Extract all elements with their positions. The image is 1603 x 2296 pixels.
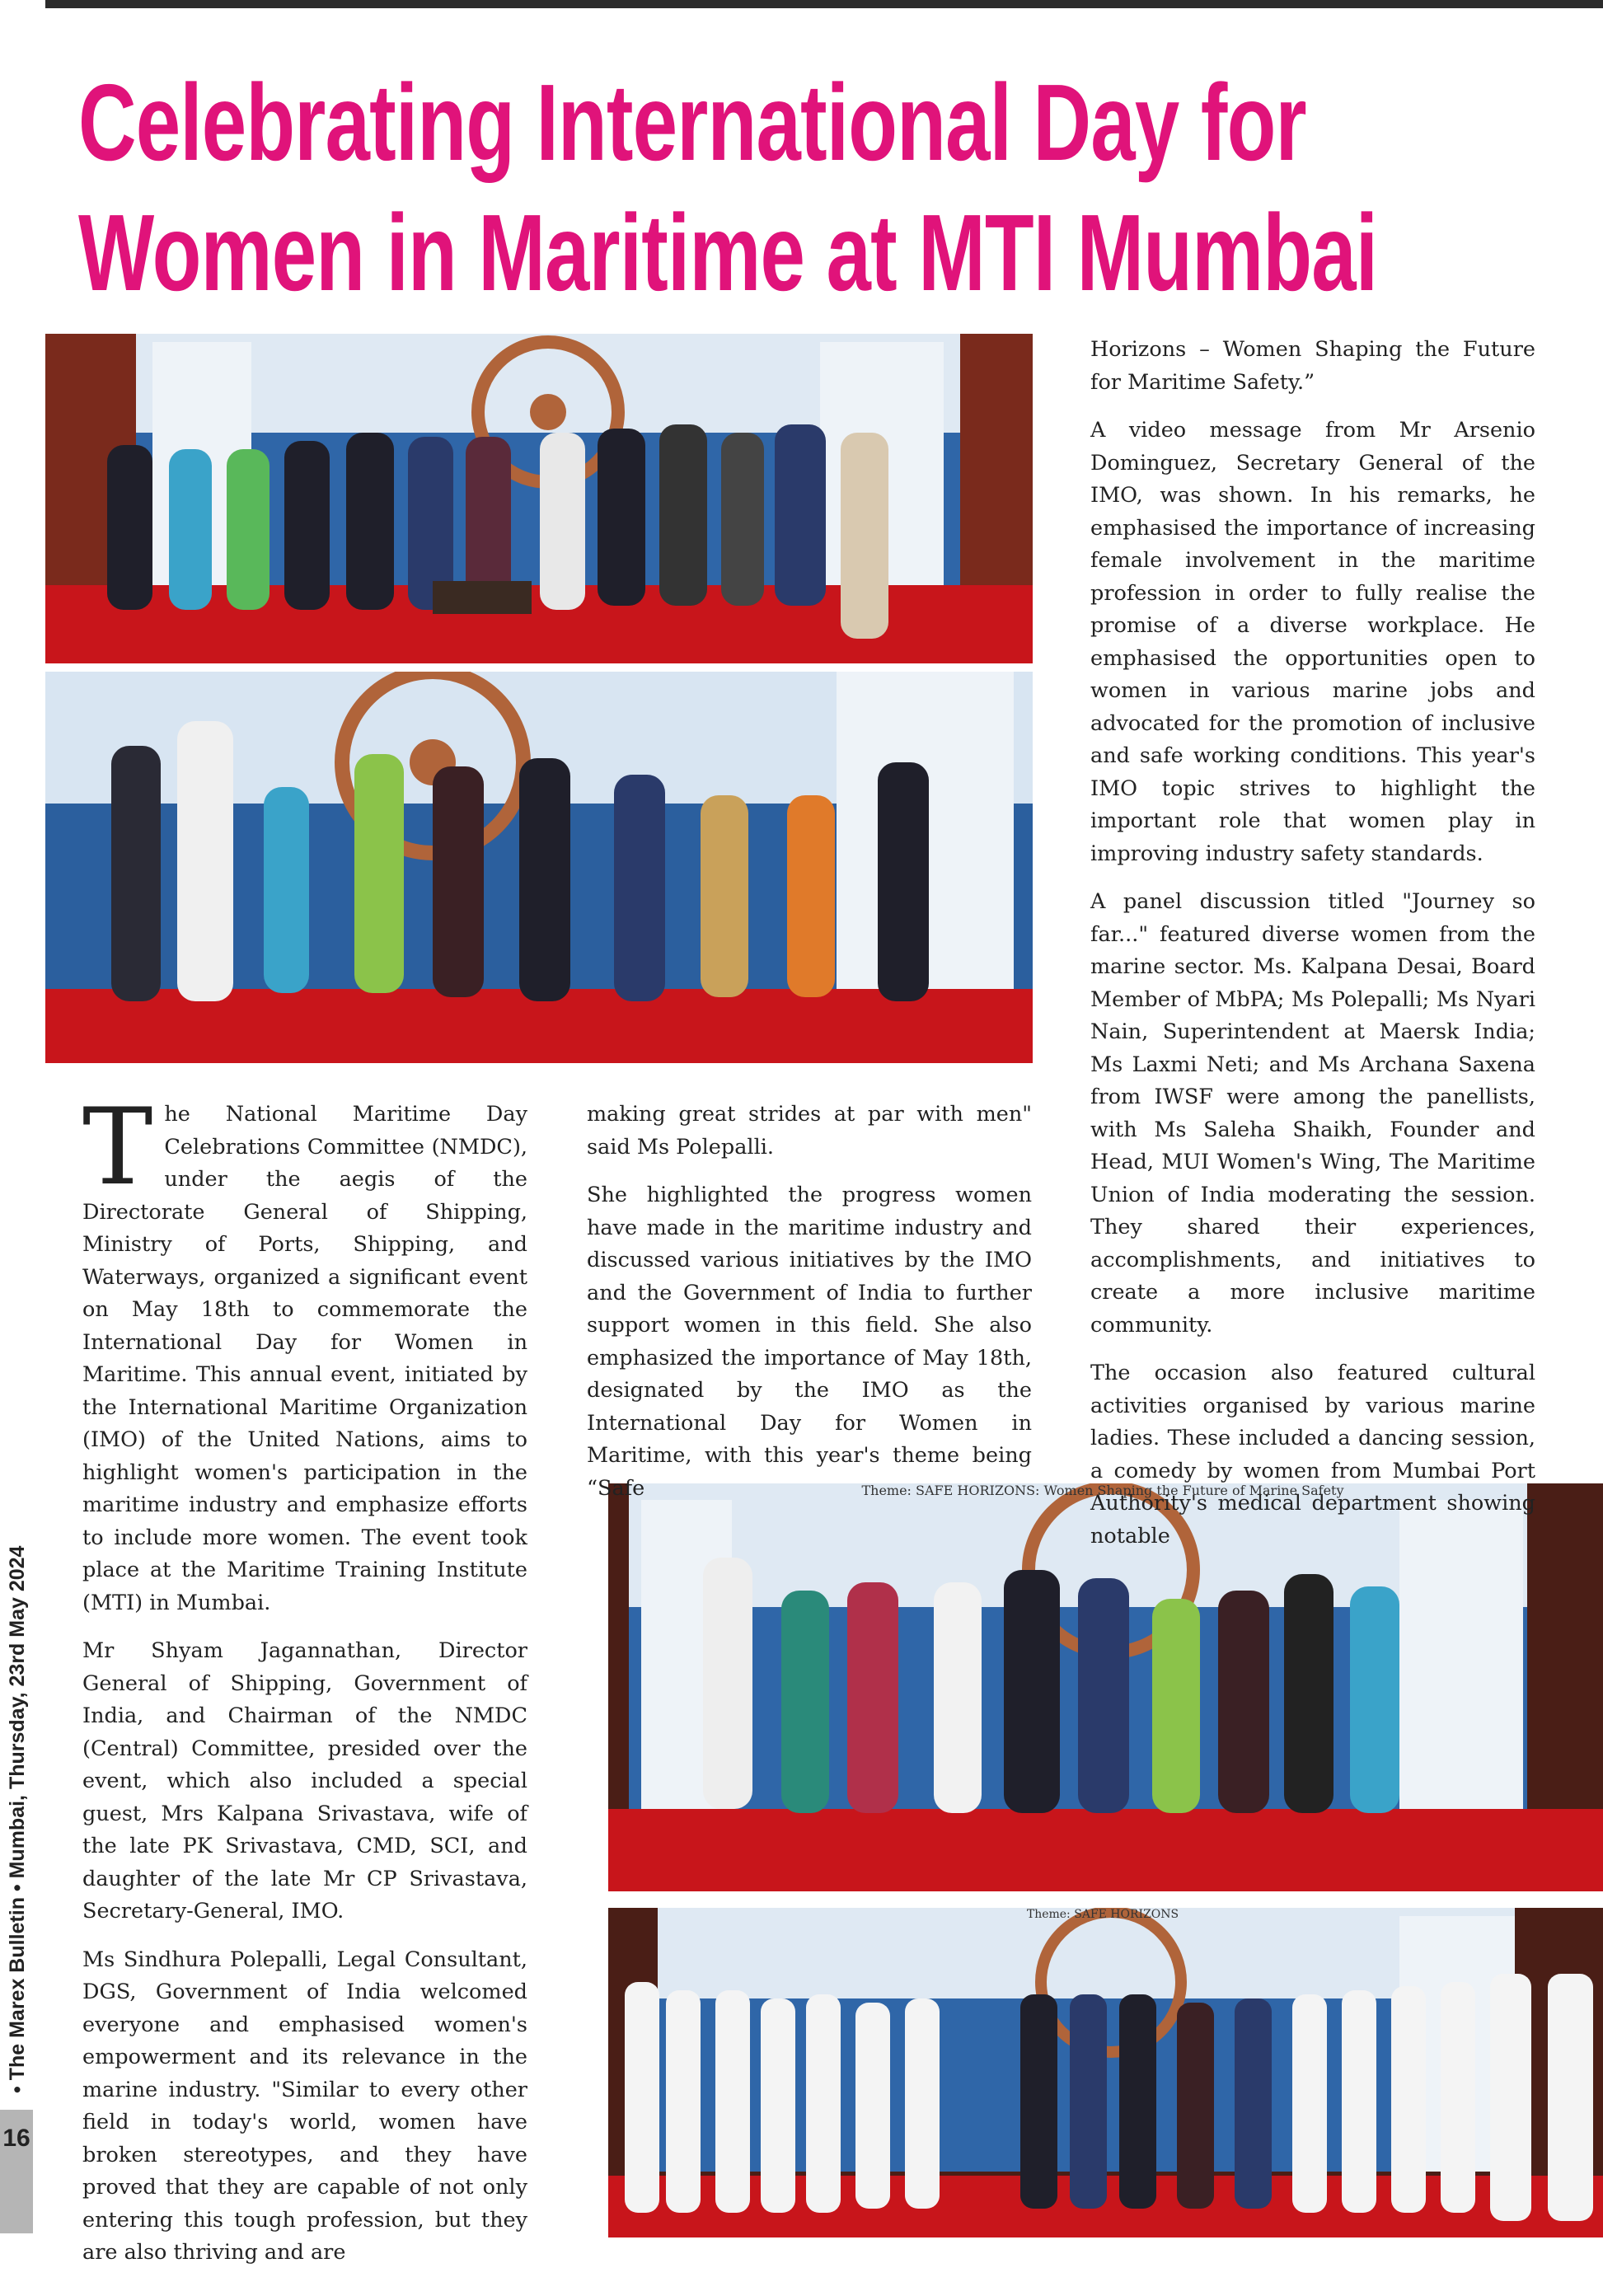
photo-banner-text: Theme: SAFE HORIZONS (1026, 1908, 1179, 1921)
drop-cap: T (82, 1086, 153, 1209)
article-column-1 (82, 1086, 527, 2285)
title-line-2: Women in Maritime at MTI Mumbai (78, 192, 1378, 313)
paragraph: Horizons – Women Shaping the Future for Maritime Safety.” (1090, 337, 1535, 395)
paragraph: She highlighted the progress women have made in the maritime industry and discussed various initiatives by the IMO and the Government of India to further support women in this field. She also emphasized the importance of May 18th, designated by the IMO as the International Day for Women in Maritime, with this year's theme being “Safe (587, 1183, 1032, 1501)
photo-award-recipients (45, 672, 1033, 1063)
photo-dignitaries (45, 334, 1033, 663)
photo-banner-text: Theme: SAFE HORIZONS: Women Shaping the Future of Marine Safety (861, 1483, 1344, 1498)
page-number: 16 (0, 2110, 33, 2233)
title-line-1: Celebrating International Day for (78, 62, 1306, 183)
publication-sidebar: • The Marex Bulletin • Mumbai, Thursday, 23rd May 2024 (6, 1545, 29, 2093)
top-rule (45, 0, 1603, 8)
article-column-2 (587, 1099, 1032, 1521)
photo-cultural-performers (608, 1908, 1603, 2237)
paragraph: Mr Shyam Jagannathan, Director General of Shipping, Government of India, and Chairman of the NMDC (Central) Committee, presided over the event, which also included a special guest, Mrs Kalpana Srivastava, wife of the late PK Srivastava, CMD, SCI, and daughter of the late Mr CP Srivastava, Secretary-General, IMO. (82, 1638, 527, 1923)
paragraph: Ms Sindhura Polepalli, Legal Consultant, DGS, Government of India welcomed everyone and emphasised women's empowerment and its relevance in the marine industry. "Similar to every other field in today's world, women have broken stereotypes, and they have proved that they are capable of not only entering this tough profession, but they are also thriving and are (82, 1947, 527, 2265)
page-title (78, 58, 1378, 318)
paragraph: making great strides at par with men" said Ms Polepalli. (587, 1102, 1032, 1160)
paragraph: A video message from Mr Arsenio Dominguez, Secretary General of the IMO, was shown. In his remarks, he emphasised the importance of increasing female involvement in the maritime profession in order to fully realise the promise of a diverse workplace. He emphasised the opportunities open to women in various marine jobs and advocated for the promotion of inclusive and safe working conditions. This year's IMO topic strives to highlight the important role that women play in improving industry safety standards. (1090, 418, 1535, 866)
paragraph: The occasion also featured cultural activities organised by various marine ladies. These included a dancing session, a comedy by women from Mumbai Port Authority's medical department showing notable (1090, 1361, 1535, 1549)
paragraph-text: he National Maritime Day Celebrations Committee (NMDC), under the aegis of the Directorate General of Shipping, Ministry of Ports, Shipping, and Waterways, organized a significant event on May 18th to commemorate the International Day for Women in Maritime. This annual event, initiated by the International Maritime Organization (IMO) of the United Nations, aims to highlight women's participation in the maritime industry and emphasize efforts to include more women. The event took place at the Maritime Training Institute (MTI) in Mumbai. (82, 1102, 527, 1615)
paragraph: A panel discussion titled "Journey so far..." featured diverse women from the marine sector. Ms. Kalpana Desai, Board Member of MbPA; Ms Polepalli; Ms Nyari Nain, Superintendent at Maersk India; Ms Laxmi Neti; and Ms Archana Saxena from IWSF were among the panellists, with Ms Saleha Shaikh, Founder and Head, MUI Women's Wing, The Maritime Union of India moderating the session. They shared their experiences, accomplishments, and initiatives to create a more inclusive maritime community. (1090, 889, 1535, 1338)
paragraph (82, 1086, 527, 1619)
article-column-3 (1090, 334, 1535, 1568)
